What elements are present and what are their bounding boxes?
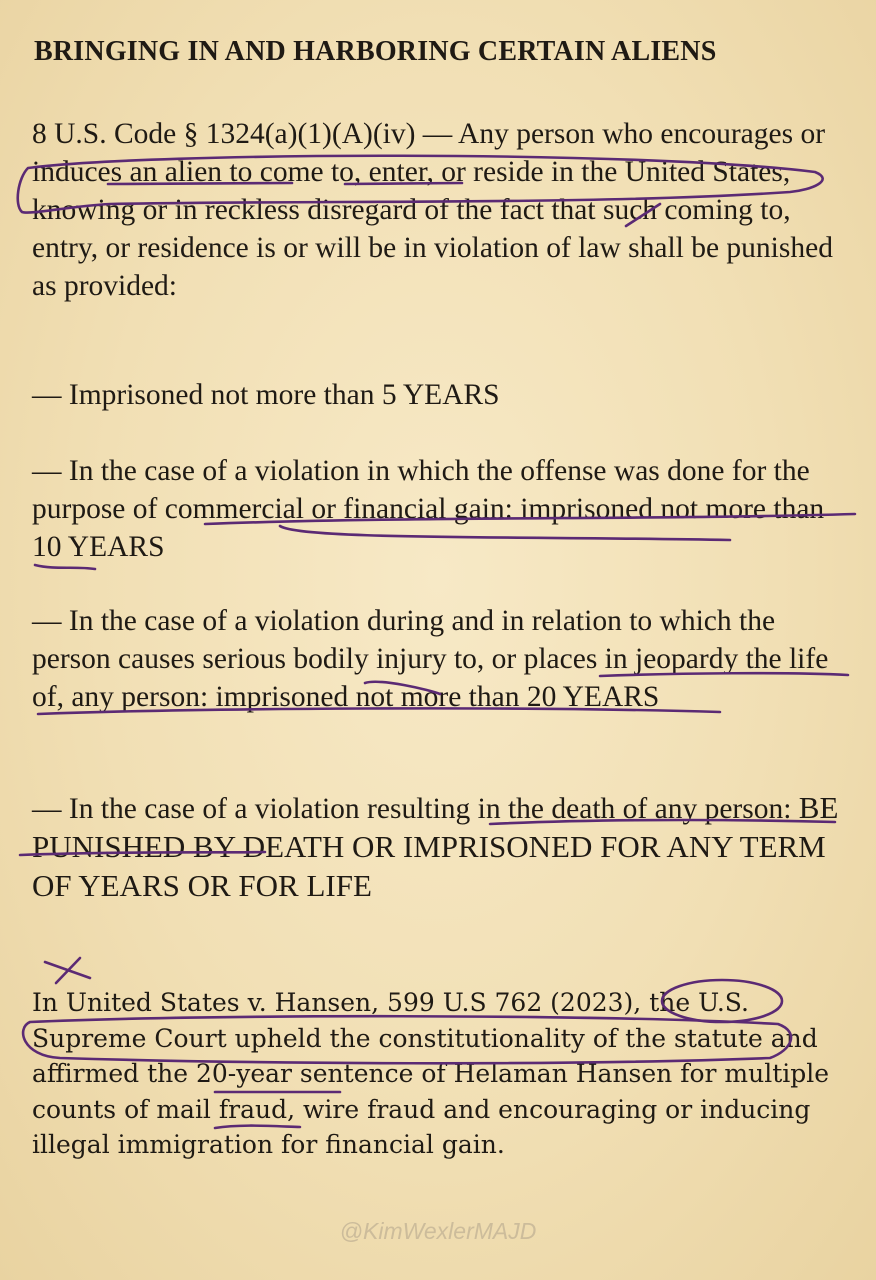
watermark: @KimWexlerMAJD — [339, 1218, 537, 1244]
ink-underline-jeopardy — [38, 708, 720, 714]
ink-circle-supreme-court — [23, 1016, 791, 1063]
ink-underline-induces — [345, 183, 462, 184]
ink-underline-any-person — [20, 852, 265, 855]
ink-bracket-20-years — [365, 682, 440, 694]
penalty-10-years: — In the case of a violation in which the offense was done for the purpose of commercial or financial gain: imprisoned not more than 10 YEARS — [32, 455, 825, 563]
penalty-20-years: — In the case of a violation during and in relation to which the person causes serious bodily injury to, or places in jeopardy the life of, any person: imprisoned not more than 20 YEARS — [32, 605, 829, 713]
ink-mark-x — [45, 958, 90, 983]
statute-text: 8 U.S. Code § 1324(a)(1)(A)(iv) — Any person who encourages or induces an alien to come to, enter, or reside in the United States, knowing or in reckless disregard of the fact that such coming to, entry, or residence is or will be in violation of law shall be punished as provided: — [32, 118, 833, 302]
death-clause-text: — In the case of a violation resulting in the death of any person: — [32, 793, 792, 825]
ink-underline-encourages — [108, 183, 292, 184]
document-title: BRINGING IN AND HARBORING CERTAIN ALIENS — [34, 36, 717, 67]
court-case-paragraph: In United States v. Hansen, 599 U.S 762 (2023), the U.S. Supreme Court upheld the constitutionality of the statute and affirmed the 20-year sentence of Helaman Hansen for multiple counts of mail fraud, wire fraud and encouraging or inducing illegal immigration for financial gain. — [32, 988, 830, 1159]
death-clause-emphasis: BE PUNISHED BY DEATH OR IMPRISONED FOR ANY TERM OF YEARS OR FOR LIFE — [32, 790, 839, 903]
ink-slash-knowing — [626, 204, 660, 226]
ink-circle-2023 — [662, 980, 782, 1022]
ink-underline-bodily-injury — [600, 673, 848, 676]
penalty-5-years: — Imprisoned not more than 5 YEARS — [32, 379, 500, 411]
ink-line-10-years — [280, 526, 730, 540]
ink-underline-gain — [35, 565, 95, 569]
ink-underline-death — [490, 820, 835, 824]
ink-underline-purpose — [205, 514, 855, 524]
ink-underline-multiple — [215, 1126, 300, 1128]
